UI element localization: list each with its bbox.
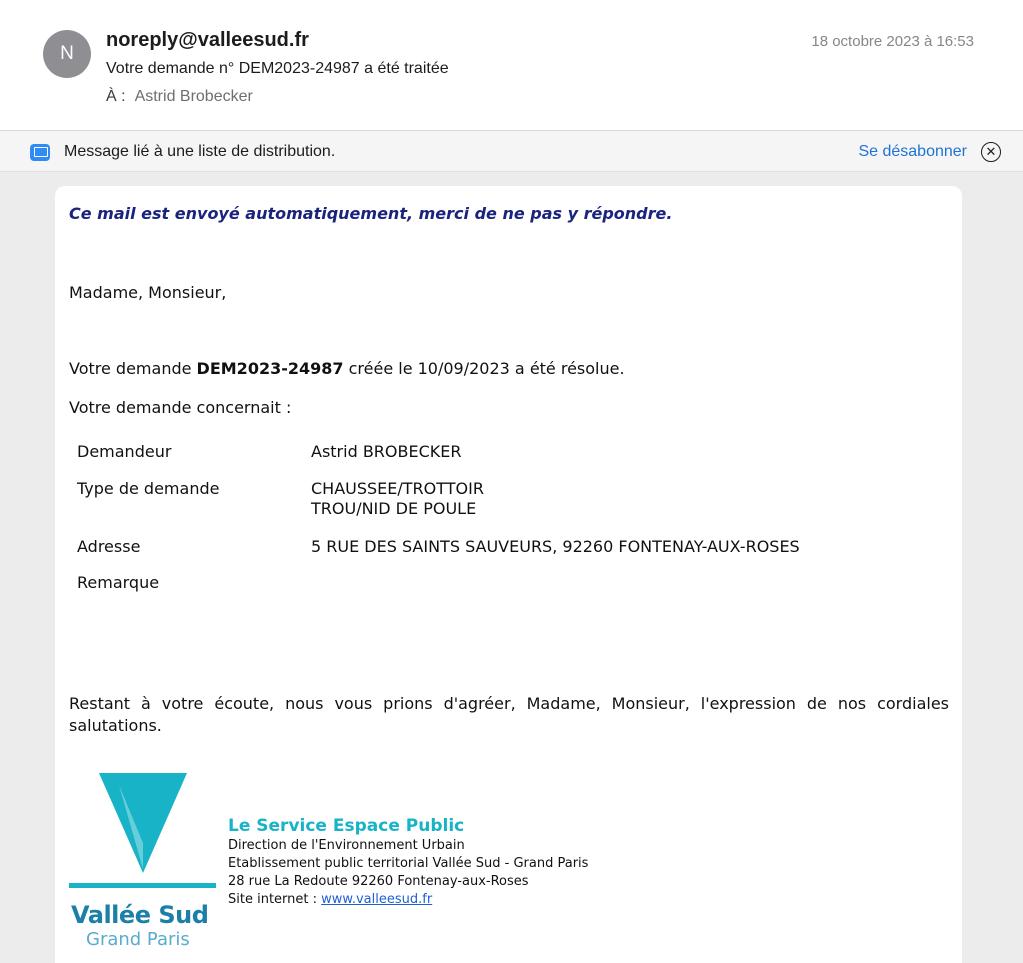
logo-name: Vallée Sud bbox=[71, 901, 209, 929]
mail-header bbox=[0, 0, 1023, 130]
logo-subtitle: Grand Paris bbox=[86, 929, 190, 950]
recipient-label: À : bbox=[106, 88, 126, 105]
resolved-post: créée le 10/09/2023 a été résolue. bbox=[343, 359, 625, 378]
mail-body bbox=[55, 186, 962, 963]
row-label: Demandeur bbox=[77, 442, 172, 461]
mail-date: 18 octobre 2023 à 16:53 bbox=[811, 33, 974, 50]
distribution-list-text: Message lié à une liste de distribution. bbox=[64, 143, 336, 160]
close-icon[interactable]: ✕ bbox=[981, 142, 1001, 162]
website-link[interactable]: www.valleesud.fr bbox=[321, 892, 433, 907]
distribution-list-bar bbox=[0, 130, 1023, 172]
resolved-sentence bbox=[69, 359, 625, 378]
auto-mail-notice: Ce mail est envoyé automatiquement, merci de ne pas y répondre. bbox=[69, 204, 673, 223]
site-label: Site internet : bbox=[228, 892, 322, 907]
row-value: Astrid BROBECKER bbox=[311, 442, 462, 461]
signature-line: Direction de l'Environnement Urbain bbox=[228, 838, 465, 853]
closing-paragraph: Restant à votre écoute, nous vous prions d'agréer, Madame, Monsieur, l'expression de nos cordiales salutations. bbox=[69, 694, 949, 735]
request-id: DEM2023-24987 bbox=[196, 359, 344, 378]
recipient-row bbox=[106, 88, 253, 106]
greeting: Madame, Monsieur, bbox=[69, 283, 227, 302]
sender-avatar[interactable]: N bbox=[43, 30, 91, 78]
row-value: 5 RUE DES SAINTS SAUVEURS, 92260 FONTENAY-AUX-ROSES bbox=[311, 537, 800, 556]
signature-site-row bbox=[228, 892, 432, 907]
sender-address[interactable]: noreply@valleesud.fr bbox=[106, 29, 309, 51]
mail-list-icon bbox=[30, 144, 50, 161]
concern-intro: Votre demande concernait : bbox=[69, 398, 292, 417]
row-value-secondary: TROU/NID DE POULE bbox=[311, 499, 477, 518]
row-label: Remarque bbox=[77, 573, 160, 592]
signature-title: Le Service Espace Public bbox=[228, 816, 465, 836]
recipient-name[interactable]: Astrid Brobecker bbox=[134, 88, 253, 105]
resolved-pre: Votre demande bbox=[69, 359, 197, 378]
row-value: CHAUSSEE/TROTTOIR bbox=[311, 479, 484, 498]
unsubscribe-button[interactable]: Se désabonner bbox=[858, 143, 967, 160]
signature-line: 28 rue La Redoute 92260 Fontenay-aux-Roses bbox=[228, 874, 529, 889]
row-label: Adresse bbox=[77, 537, 141, 556]
signature-line: Etablissement public territorial Vallée Sud - Grand Paris bbox=[228, 856, 589, 871]
row-label: Type de demande bbox=[77, 479, 220, 498]
mail-subject: Votre demande n° DEM2023-24987 a été traitée bbox=[106, 60, 449, 77]
